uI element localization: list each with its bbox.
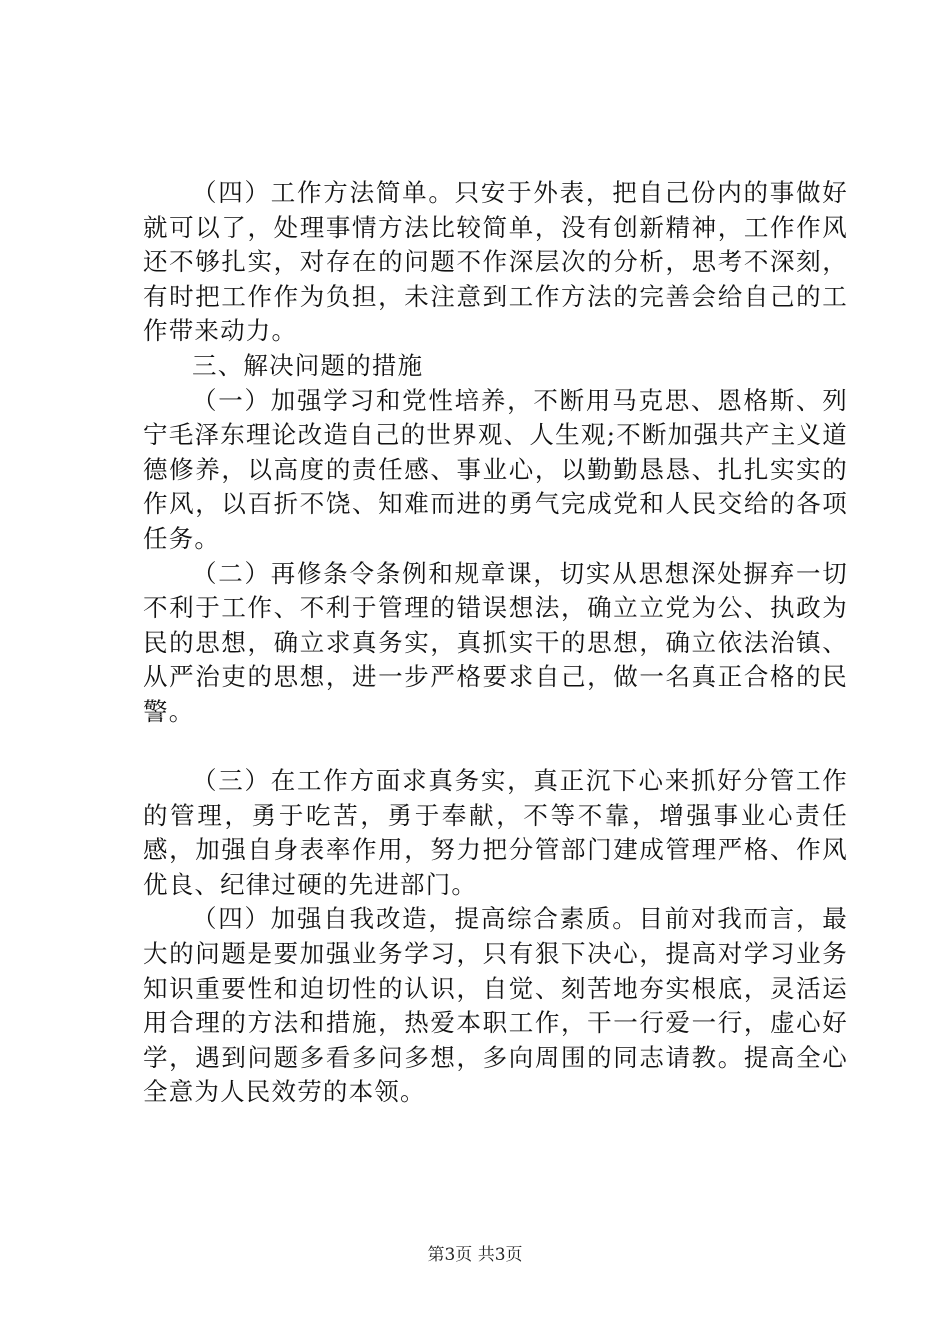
- document-body: [143, 176, 848, 1110]
- paragraph-work-method: （四）工作方法简单。只安于外表，把自己份内的事做好就可以了，处理事情方法比较简单，没有创新精神，工作作风还不够扎实，对存在的问题不作深层次的分析，思考不深刻，有时把工作作为负担，未注意到工作方法的完善会给自己的工作带来动力。: [143, 178, 848, 346]
- paragraph-measure-3: （三）在工作方面求真务实，真正沉下心来抓好分管工作的管理，勇于吃苦，勇于奉献，不等不靠，增强事业心责任感，加强自身表率作用，努力把分管部门建成管理严格、作风优良、纪律过硬的先进部门。: [143, 766, 848, 899]
- section-heading-solutions: 三、解决问题的措施: [192, 350, 424, 380]
- page-footer: 第3页 共3页: [427, 1245, 523, 1265]
- paragraph-measure-2: （二）再修条令条例和规章课，切实从思想深处摒弃一切不利于工作、不利于管理的错误想法，确立立党为公、执政为民的思想，确立求真务实，真抓实干的思想，确立依法治镇、从严治吏的思想，进一步严格要求自己，做一名真正合格的民警。: [143, 558, 848, 726]
- paragraph-measure-1: （一）加强学习和党性培养，不断用马克思、恩格斯、列宁毛泽东理论改造自己的世界观、人生观;不断加强共产主义道德修养，以高度的责任感、事业心，以勤勤恳恳、扎扎实实的作风，以百折不饶、知难而进的勇气完成党和人民交给的各项任务。: [143, 385, 848, 553]
- paragraph-measure-4: （四）加强自我改造，提高综合素质。目前对我而言，最大的问题是要加强业务学习，只有狠下决心，提高对学习业务知识重要性和迫切性的认识，自觉、刻苦地夯实根底，灵活运用合理的方法和措施，热爱本职工作，干一行爱一行，虚心好学，遇到问题多看多问多想，多向周围的同志请教。提高全心全意为人民效劳的本领。: [143, 904, 848, 1107]
